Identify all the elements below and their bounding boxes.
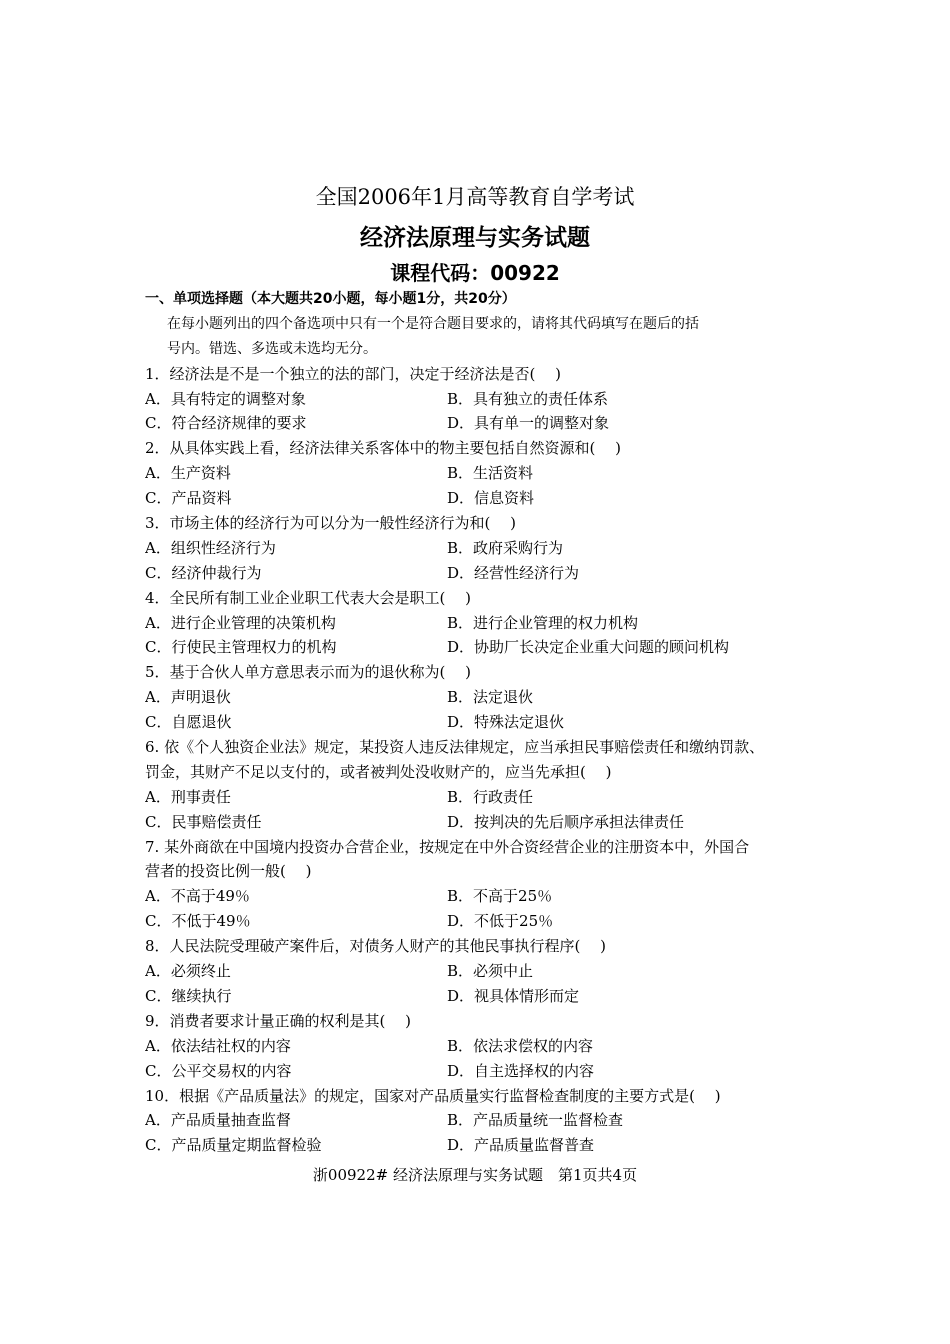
option-row xyxy=(145,1059,815,1084)
answer-option: C．行使民主管理权力的机构 xyxy=(145,638,337,657)
answer-option: C．自愿退伙 xyxy=(145,713,232,732)
answer-option: D．按判决的先后顺序承担法律责任 xyxy=(447,812,685,831)
question-stem: 6. 依《个人独资企业法》规定，某投资人违反法律规定，应当承担民事赔偿责任和缴纳罚款、 xyxy=(145,738,765,757)
answer-option: B．行政责任 xyxy=(447,787,534,806)
question-stem: 2．从具体实践上看，经济法律关系客体中的物主要包括自然资源和( ) xyxy=(145,439,622,458)
option-row xyxy=(145,1108,815,1133)
answer-option: B．依法求偿权的内容 xyxy=(447,1036,594,1055)
answer-option: C．符合经济规律的要求 xyxy=(145,414,307,433)
question-item xyxy=(145,1009,815,1084)
answer-option: C．产品质量定期监督检验 xyxy=(145,1136,322,1155)
question-item xyxy=(145,835,815,935)
question-stem: 罚金，其财产不足以支付的，或者被判处没收财产的，应当先承担( ) xyxy=(145,762,612,781)
option-row xyxy=(145,884,815,909)
question-stem: 5．基于合伙人单方意思表示而为的退伙称为( ) xyxy=(145,663,472,682)
option-row xyxy=(145,959,815,984)
option-row xyxy=(145,685,815,710)
option-row xyxy=(145,810,815,835)
option-row xyxy=(145,561,815,586)
question-item xyxy=(145,362,815,437)
question-item xyxy=(145,735,815,835)
answer-option: A．刑事责任 xyxy=(145,787,231,806)
answer-option: A．不高于49％ xyxy=(145,887,250,906)
option-row xyxy=(145,387,815,412)
answer-option: A．产品质量抽查监督 xyxy=(145,1111,291,1130)
answer-option: B．必须中止 xyxy=(447,962,534,981)
option-row xyxy=(145,984,815,1009)
answer-option: A．组织性经济行为 xyxy=(145,538,276,557)
answer-option: A．必须终止 xyxy=(145,962,231,981)
section-instruction-line-1: 在每小题列出的四个备选项中只有一个是符合题目要求的，请将其代码填写在题后的括 xyxy=(167,315,699,332)
option-row xyxy=(145,411,815,436)
question-item xyxy=(145,1084,815,1159)
answer-option: A．进行企业管理的决策机构 xyxy=(145,613,336,632)
course-code: 课程代码：00922 xyxy=(390,261,560,285)
question-stem: 营者的投资比例一般( ) xyxy=(145,862,312,881)
option-row xyxy=(145,635,815,660)
option-row xyxy=(145,1034,815,1059)
option-row xyxy=(145,710,815,735)
question-item xyxy=(145,934,815,1009)
section-heading: 一、单项选择题（本大题共20小题，每小题1分，共20分） xyxy=(145,291,516,307)
option-row xyxy=(145,909,815,934)
option-row xyxy=(145,536,815,561)
answer-option: B．不高于25％ xyxy=(447,887,553,906)
answer-option: D．产品质量监督普查 xyxy=(447,1136,595,1155)
question-stem: 8．人民法院受理破产案件后，对债务人财产的其他民事执行程序( ) xyxy=(145,937,607,956)
answer-option: C．产品资料 xyxy=(145,489,232,508)
answer-option: C．民事赔偿责任 xyxy=(145,812,262,831)
question-stem: 3．市场主体的经济行为可以分为一般性经济行为和( ) xyxy=(145,514,517,533)
option-row xyxy=(145,785,815,810)
answer-option: C．继续执行 xyxy=(145,986,232,1005)
option-row xyxy=(145,1133,815,1158)
question-item xyxy=(145,586,815,661)
answer-option: A．具有特定的调整对象 xyxy=(145,389,306,408)
answer-option: A．声明退伙 xyxy=(145,688,231,707)
question-stem: 9．消费者要求计量正确的权利是其( ) xyxy=(145,1011,412,1030)
question-stem: 10．根据《产品质量法》的规定，国家对产品质量实行监督检查制度的主要方式是( ) xyxy=(145,1086,721,1105)
answer-option: A．依法结社权的内容 xyxy=(145,1036,291,1055)
option-row xyxy=(145,611,815,636)
question-stem: 1．经济法是不是一个独立的法的部门，决定于经济法是否( ) xyxy=(145,364,562,383)
paper-title: 经济法原理与实务试题 xyxy=(360,225,590,251)
answer-option: D．协助厂长决定企业重大问题的顾问机构 xyxy=(447,638,730,657)
answer-option: B．生活资料 xyxy=(447,464,534,483)
question-list xyxy=(145,362,815,1159)
answer-option: B．法定退伙 xyxy=(447,688,534,707)
question-item xyxy=(145,436,815,511)
answer-option: D．自主选择权的内容 xyxy=(447,1061,595,1080)
option-row xyxy=(145,461,815,486)
section-instruction-line-2: 号内。错选、多选或未选均无分。 xyxy=(167,340,377,357)
question-stem: 4．全民所有制工业企业职工代表大会是职工( ) xyxy=(145,588,472,607)
answer-option: D．不低于25％ xyxy=(447,912,554,931)
answer-option: D．视具体情形而定 xyxy=(447,986,580,1005)
answer-option: D．信息资料 xyxy=(447,489,535,508)
answer-option: C．公平交易权的内容 xyxy=(145,1061,292,1080)
answer-option: D．具有单一的调整对象 xyxy=(447,414,610,433)
answer-option: B．进行企业管理的权力机构 xyxy=(447,613,639,632)
answer-option: C．不低于49％ xyxy=(145,912,251,931)
answer-option: B．产品质量统一监督检查 xyxy=(447,1111,624,1130)
question-item xyxy=(145,660,815,735)
option-row xyxy=(145,486,815,511)
exam-title: 全国2006年1月高等教育自学考试 xyxy=(315,185,635,209)
exam-body xyxy=(145,287,815,1158)
answer-option: B．具有独立的责任体系 xyxy=(447,389,609,408)
page-footer: 浙00922# 经济法原理与实务试题 第1页共4页 xyxy=(312,1166,638,1184)
answer-option: D．经营性经济行为 xyxy=(447,563,580,582)
answer-option: D．特殊法定退伙 xyxy=(447,713,565,732)
answer-option: B．政府采购行为 xyxy=(447,538,564,557)
answer-option: C．经济仲裁行为 xyxy=(145,563,262,582)
question-item xyxy=(145,511,815,586)
question-stem: 7. 某外商欲在中国境内投资办合营企业，按规定在中外合资经营企业的注册资本中，外国合 xyxy=(145,837,750,856)
answer-option: A．生产资料 xyxy=(145,464,231,483)
